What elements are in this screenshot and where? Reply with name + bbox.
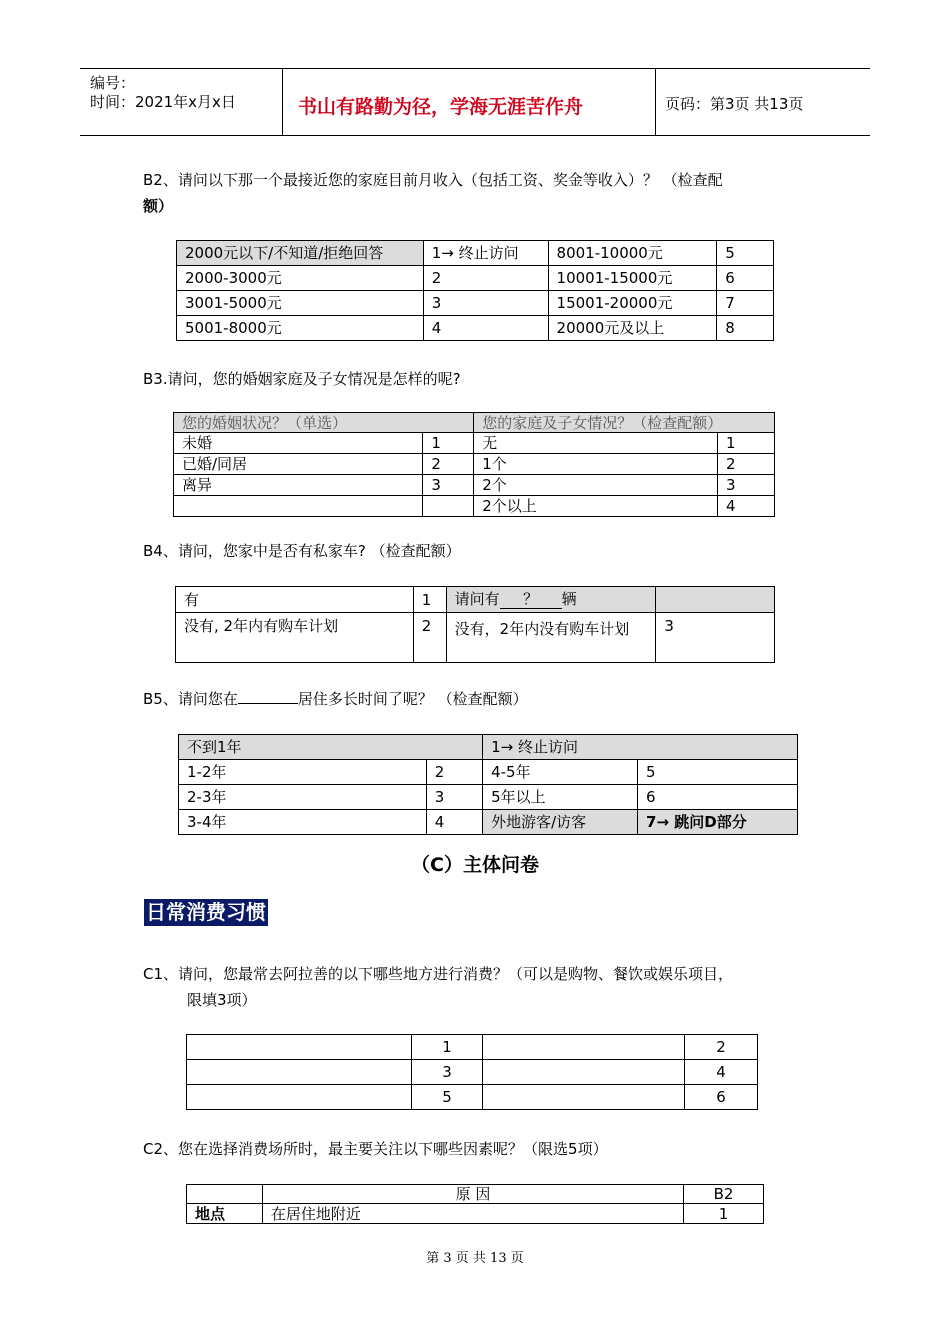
table-cell [174,496,423,517]
table-cell: 3 [426,785,482,810]
table-cell: 没有，2年内没有购车计划 [446,613,656,663]
car-count-prefix: 请问有 [454,590,500,608]
table-cell: 2个以上 [474,496,718,517]
motto-title: 书山有路勤为径，学海无涯苦作舟 [298,96,584,118]
table-cell: 3 [411,1060,483,1085]
table-cell: 5 [411,1085,483,1110]
table-cell: 1 [411,1035,483,1060]
answer-blank-cell[interactable] [187,1035,412,1060]
question-c1-line1: C1、请问，您最常去阿拉善的以下哪些地方进行消费？（可以是购物、餐饮或娱乐项目， [143,965,734,983]
table-cell: 2000元以下/不知道/拒绝回答 [177,241,424,266]
table-cell: 7→ 跳问D部分 [638,810,798,835]
table-cell: 1→ 终止访问 [483,735,798,760]
answer-blank-cell[interactable] [187,1085,412,1110]
table-cell [423,496,474,517]
page-footer: 第 3 页 共 13 页 [426,1251,524,1266]
table-cell: 2 [685,1035,758,1060]
car-ownership-table [175,586,775,663]
table-cell: 2 [426,760,482,785]
page-number-label: 页码：第3页 共13页 [665,95,804,113]
table-cell: 6 [717,266,774,291]
table-cell: 4 [718,496,775,517]
table-cell: 4 [423,316,548,341]
table-cell: 离异 [174,475,423,496]
table-cell: 4 [685,1060,758,1085]
table-cell: 1 [423,433,474,454]
table-cell: 3 [656,613,775,663]
table-cell: 5 [717,241,774,266]
residence-duration-table [178,734,798,835]
car-count-suffix: 辆 [561,590,577,608]
table-cell [656,587,775,613]
table-cell: 2个 [474,475,718,496]
table-cell: 8001-10000元 [548,241,717,266]
question-b5 [143,686,528,712]
answer-blank-cell[interactable] [483,1035,685,1060]
table-header-cell: 您的婚姻状况？（单选） [174,413,474,433]
table-cell: 地点 [187,1204,263,1224]
table-cell: 8 [717,316,774,341]
table-cell: 没有, 2年内有购车计划 [176,613,414,663]
table-cell: 10001-15000元 [548,266,717,291]
table-cell: 2000-3000元 [177,266,424,291]
table-cell: 外地游客/访客 [483,810,638,835]
answer-blank-cell[interactable] [187,1060,412,1085]
table-cell: 3 [423,291,548,316]
table-cell: 2 [423,454,474,475]
table-cell: 2 [423,266,548,291]
table-cell: 未婚 [174,433,423,454]
table-cell: 1→ 终止访问 [423,241,548,266]
question-c1-line2: 限填3项） [187,991,257,1009]
table-cell: 15001-20000元 [548,291,717,316]
document-number-label: 编号： [90,74,136,92]
answer-blank-cell[interactable] [483,1085,685,1110]
table-cell: 1个 [474,454,718,475]
table-cell: 5 [638,760,798,785]
car-count-blank[interactable] [500,590,562,609]
table-cell: 不到1年 [179,735,483,760]
residence-blank[interactable] [238,687,298,704]
table-cell: 有 [176,587,414,613]
table-header-cell: 原 因 [262,1185,683,1204]
question-c1 [143,961,823,1013]
table-cell: 1 [684,1204,764,1224]
table-cell: 在居住地附近 [262,1204,683,1224]
answer-blank-cell[interactable] [483,1060,685,1085]
income-table [176,240,774,341]
table-cell: 3 [718,475,775,496]
table-cell: 2-3年 [179,785,427,810]
question-b2-line2: 额） [143,197,174,215]
table-cell: 5年以上 [483,785,638,810]
question-c2: C2、您在选择消费场所时，最主要关注以下哪些因素呢？（限选5项） [143,1140,608,1158]
table-cell: 无 [474,433,718,454]
table-cell: 3001-5000元 [177,291,424,316]
question-b2-line1: B2、请问以下那一个最接近您的家庭目前月收入（包括工资、奖金等收入）？ （检查配 [143,171,723,189]
table-cell: 6 [685,1085,758,1110]
table-header-cell [187,1185,263,1204]
table-cell: 4-5年 [483,760,638,785]
table-cell: 20000元及以上 [548,316,717,341]
section-c-title: （C）主体问卷 [411,854,539,876]
consumption-factors-table [186,1184,764,1224]
question-b5-suffix: 居住多长时间了呢？ （检查配额） [297,690,528,708]
car-count-cell [446,587,656,613]
table-cell: 已婚/同居 [174,454,423,475]
section-c-subtitle: 日常消费习惯 [146,900,266,924]
table-cell: 1-2年 [179,760,427,785]
question-b4-text: B4、请问，您家中是否有私家车? （检查配额） [143,542,461,560]
table-cell: 6 [638,785,798,810]
marital-status-table [173,412,775,517]
table-header-cell: B2 [684,1185,764,1204]
table-cell: 2 [718,454,775,475]
table-cell: 2 [413,613,446,663]
table-cell: 4 [426,810,482,835]
question-b4 [143,538,461,564]
table-cell: 7 [717,291,774,316]
table-cell: 3-4年 [179,810,427,835]
question-b5-prefix: B5、请问您在 [143,690,238,708]
question-b3: B3.请问，您的婚姻家庭及子女情况是怎样的呢? [143,370,461,388]
table-cell: 1 [413,587,446,613]
table-cell: 3 [423,475,474,496]
table-header-cell: 您的家庭及子女情况？（检查配额） [474,413,775,433]
table-cell: 1 [718,433,775,454]
table-cell: 5001-8000元 [177,316,424,341]
document-date-label: 时间：2021年x月x日 [90,93,236,111]
consumption-places-table [186,1034,758,1110]
question-b2 [143,167,813,219]
car-count-placeholder: ？ [523,590,539,608]
